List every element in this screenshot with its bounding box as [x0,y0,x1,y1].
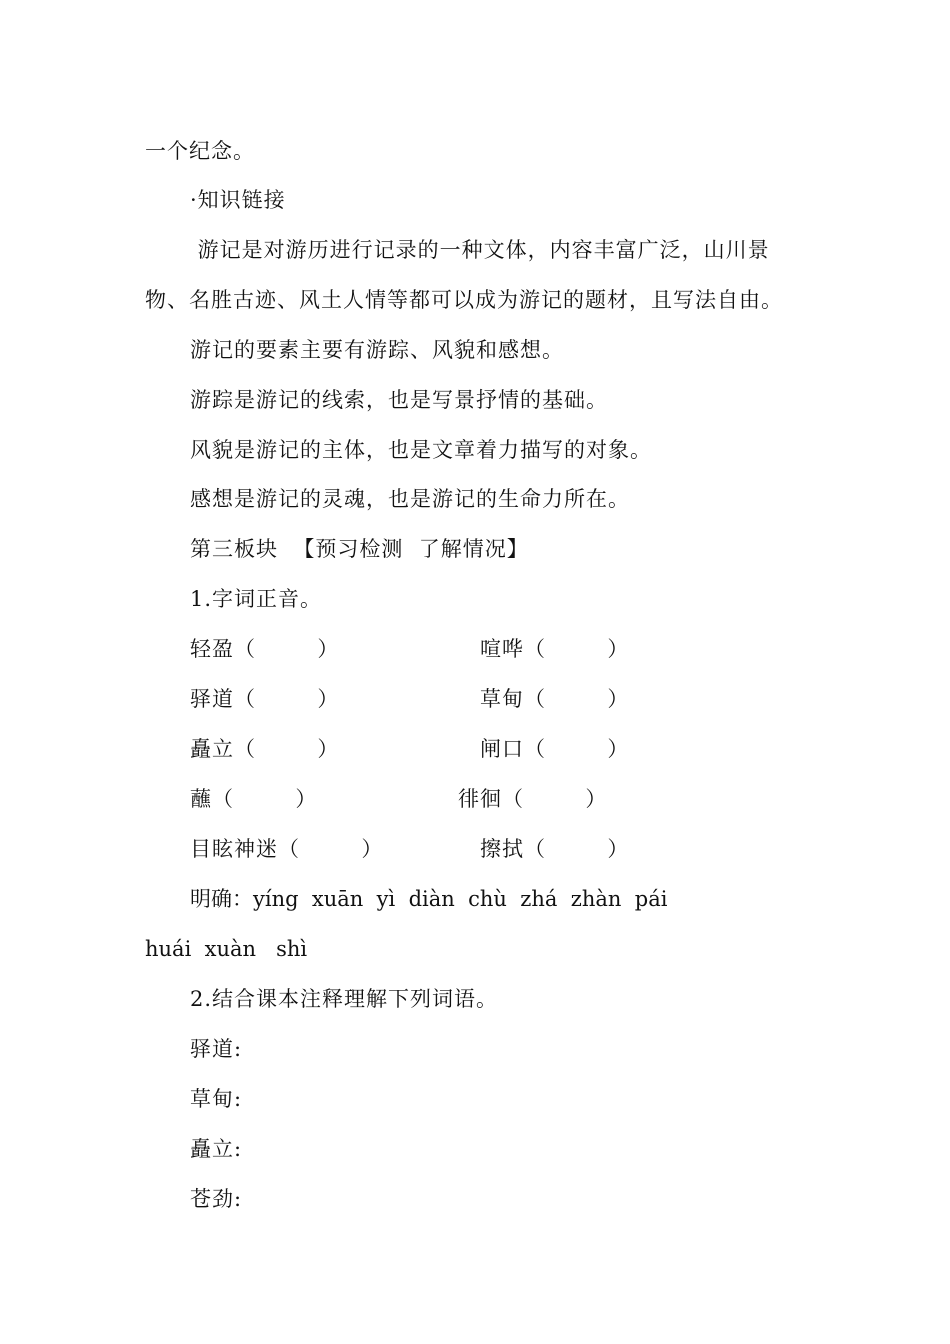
word-item: 草甸（ ） [480,687,630,711]
word-item: 徘徊（ ） [458,787,608,811]
answer-line: huái xuàn shì [145,937,308,961]
term-item: 草甸: [190,1087,243,1111]
text-line: 游记是对游历进行记录的一种文体，内容丰富广泛，山川景 [190,238,770,262]
exercise-title: 1.字词正音。 [190,587,323,611]
text-line: 感想是游记的灵魂，也是游记的生命力所在。 [190,487,630,511]
word-item: 轻盈（ ） [190,637,340,661]
word-item: 闸口（ ） [480,737,630,761]
text-line: 风貌是游记的主体，也是文章着力描写的对象。 [190,438,652,462]
text-line: 一个纪念。 [145,139,255,163]
answer-line: 明确：yíng xuān yì diàn chù zhá zhàn pái [190,887,668,911]
exercise-title: 2.结合课本注释理解下列词语。 [190,987,499,1011]
text-line: 游记的要素主要有游踪、风貌和感想。 [190,338,564,362]
term-item: 苍劲: [190,1187,243,1211]
word-item: 蘸（ ） [190,787,318,811]
word-item: 驿道（ ） [190,687,340,711]
word-item: 喧哗（ ） [480,637,630,661]
text-line: 游踪是游记的线索，也是写景抒情的基础。 [190,388,608,412]
section-heading: ·知识链接 [190,188,286,212]
term-item: 驿道: [190,1037,243,1061]
term-item: 矗立: [190,1137,243,1161]
word-item: 矗立（ ） [190,737,340,761]
word-item: 擦拭（ ） [480,837,630,861]
text-line: 物、名胜古迹、风土人情等都可以成为游记的题材，且写法自由。 [145,288,783,312]
word-item: 目眩神迷（ ） [190,837,384,861]
section-heading: 第三板块 【预习检测 了解情况】 [190,537,529,561]
